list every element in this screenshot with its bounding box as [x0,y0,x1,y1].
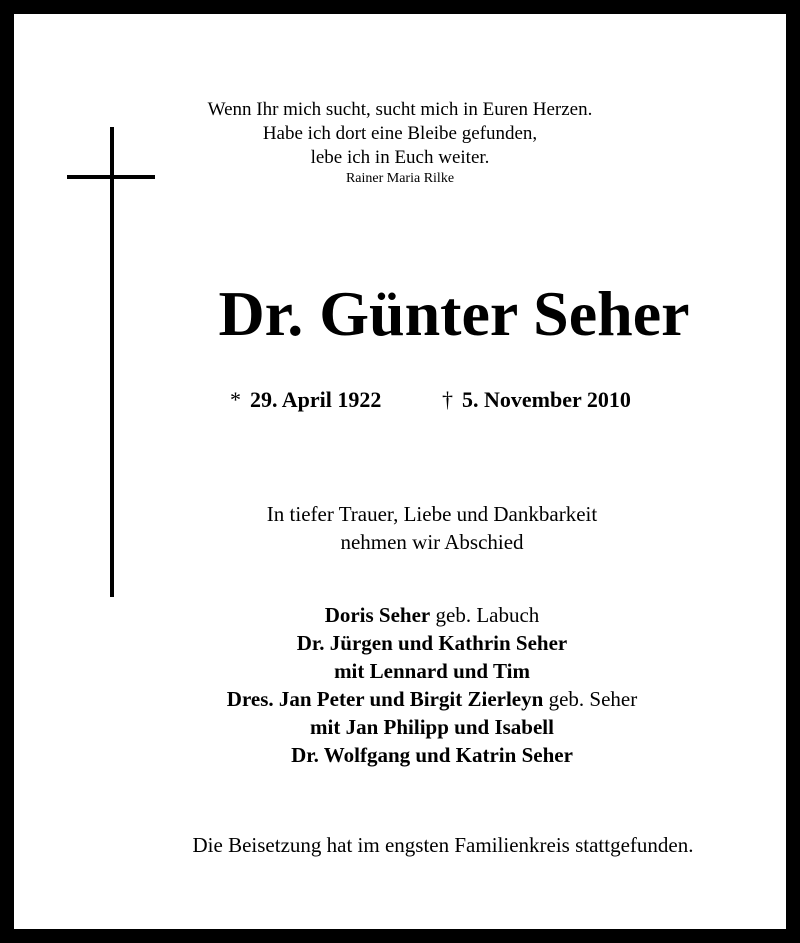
family-member [84,685,780,713]
mourning-line: nehmen wir Abschied [340,530,524,554]
family-member [84,657,780,685]
death-date-text: 5. November 2010 [462,387,631,412]
family-member [84,601,780,629]
family-member [84,741,780,769]
family-member [84,713,780,741]
quote-line: Wenn Ihr mich sucht, sucht mich in Euren Herzen. [207,99,593,120]
birth-date-text: 29. April 1922 [250,387,382,412]
quote-line: lebe ich in Euch weiter. [310,147,490,168]
family-list [84,601,780,769]
death-date [442,386,631,414]
mourning-statement [84,500,780,556]
quote-author: Rainer Maria Rilke [345,171,455,186]
birth-star-icon: * [230,387,241,412]
family-member-name: mit Lennard und Tim [334,659,530,683]
death-dagger-icon: † [442,387,453,412]
family-member-name: Dr. Jürgen und Kathrin Seher [296,631,568,655]
family-member-name: Doris Seher [324,603,431,627]
quote-block [14,98,786,188]
quote-line: Habe ich dort eine Bleibe gefunden, [262,123,538,144]
mourning-line: In tiefer Trauer, Liebe und Dankbarkeit [266,502,598,526]
family-member-name: Dres. Jan Peter und Birgit Zierleyn [226,687,544,711]
obituary-notice [14,14,786,929]
family-member-suffix: geb. Labuch [435,603,540,627]
family-member-name: mit Jan Philipp und Isabell [310,715,554,739]
burial-notice: Die Beisetzung hat im engsten Familienkreis stattgefunden. [192,833,694,857]
family-member [84,629,780,657]
deceased-name: Dr. Günter Seher [218,278,690,349]
birth-date [230,386,381,414]
family-member-name: Dr. Wolfgang und Katrin Seher [291,743,573,767]
family-member-suffix: geb. Seher [548,687,638,711]
